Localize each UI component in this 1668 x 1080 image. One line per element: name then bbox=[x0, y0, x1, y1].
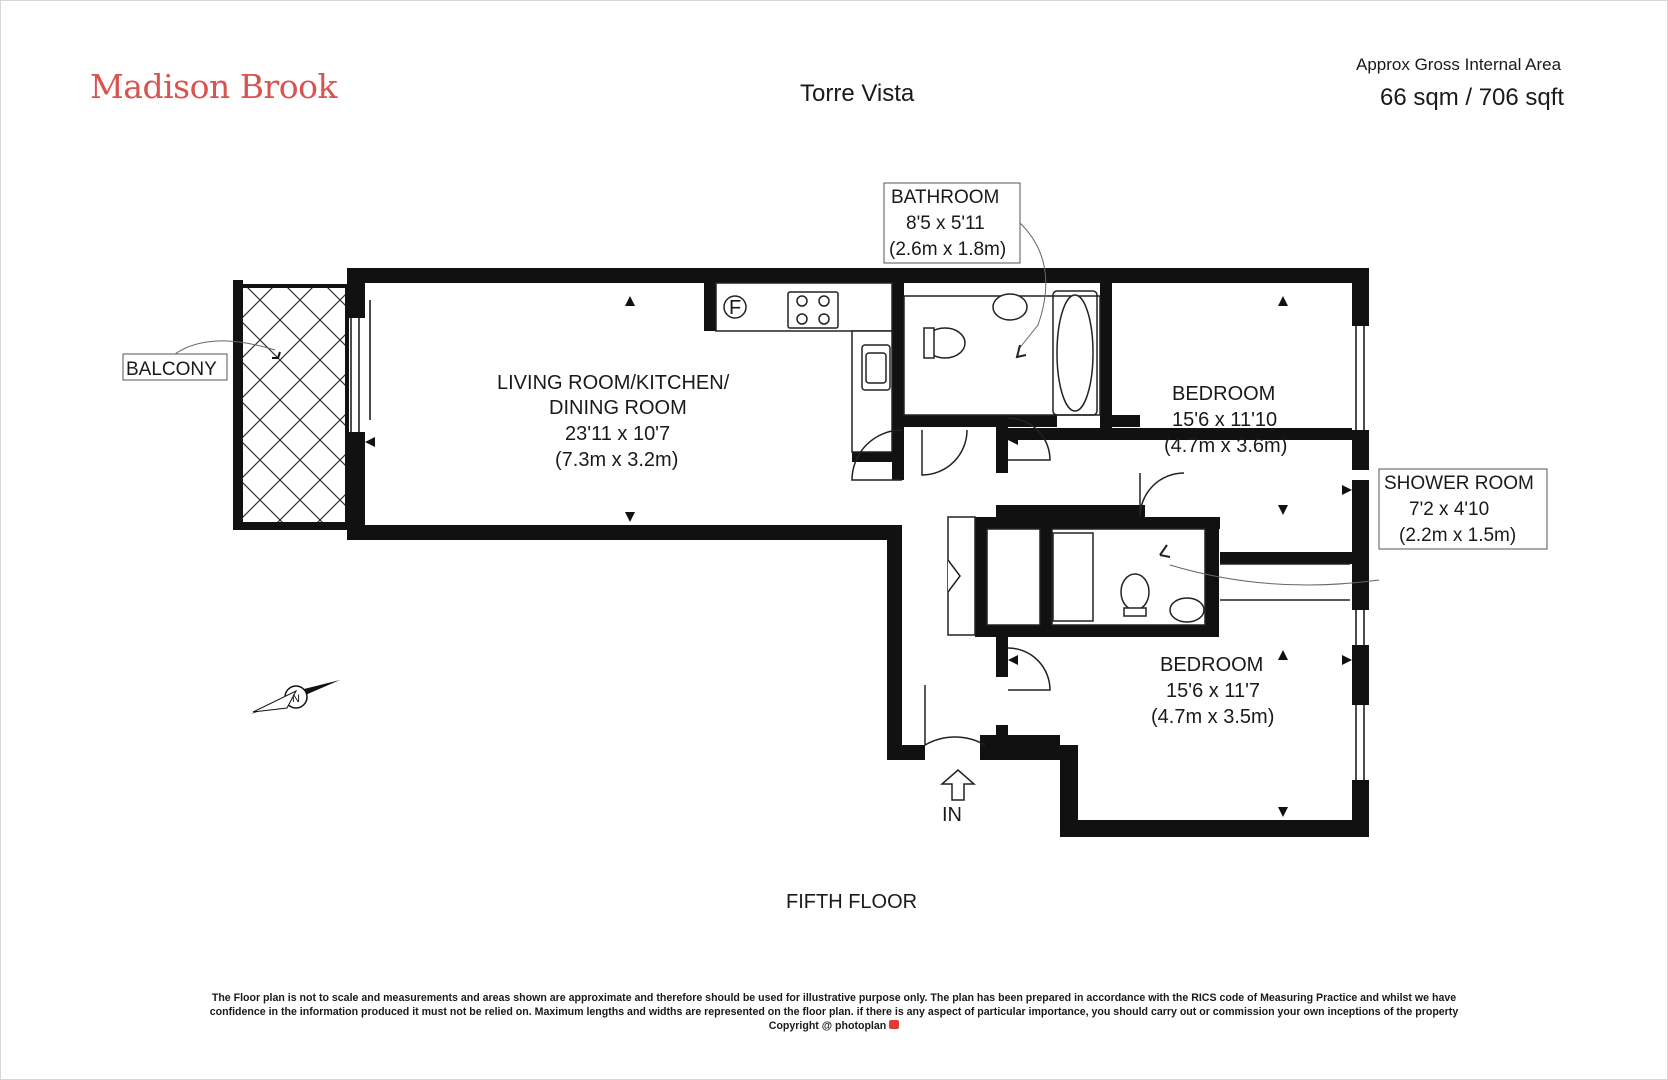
bedroom1-metric: (4.7m x 3.6m) bbox=[1164, 435, 1288, 457]
bedroom1-imperial: 15'6 x 11'10 bbox=[1172, 409, 1278, 431]
bedroom2-metric: (4.7m x 3.5m) bbox=[1151, 706, 1275, 728]
disclaimer-line-1: The Floor plan is not to scale and measurements and areas shown are approximate and therefore should be used for illustrative purpose only. The plan has been prepared in accordance with the RICS code of Measuring Practice and whilst we have bbox=[211, 992, 1457, 1004]
balcony bbox=[233, 280, 351, 530]
disclaimer bbox=[140, 991, 1528, 1033]
bathroom-name: BATHROOM bbox=[891, 187, 1000, 208]
bedroom2-imperial: 15'6 x 11'7 bbox=[1166, 680, 1261, 702]
shower-fixtures bbox=[987, 529, 1205, 625]
cupboard bbox=[948, 517, 975, 635]
shower-metric: (2.2m x 1.5m) bbox=[1399, 525, 1517, 546]
kitchen bbox=[716, 283, 892, 452]
bathroom-imperial: 8'5 x 5'11 bbox=[906, 213, 985, 234]
area-label: Approx Gross Internal Area bbox=[1356, 55, 1562, 74]
disclaimer-line-2: confidence in the information produced it must not be relied on. Maximum lengths and widths are represented on the floor plan. if there is any aspect of particular importance, you should carry out or commission your own inceptions of the property bbox=[209, 1006, 1459, 1018]
photoplan-logo-text: photoplan bbox=[835, 1020, 887, 1032]
compass-label: N bbox=[292, 693, 300, 705]
room-bedroom2 bbox=[1151, 654, 1274, 728]
bedroom1-name: BEDROOM bbox=[1172, 383, 1276, 405]
bedroom2-name: BEDROOM bbox=[1160, 654, 1264, 676]
property-title: Torre Vista bbox=[800, 80, 915, 107]
living-line2: DINING ROOM bbox=[549, 397, 687, 419]
room-bedroom1 bbox=[1164, 383, 1287, 457]
fridge-label: F bbox=[729, 297, 742, 319]
bathroom-fixtures bbox=[904, 291, 1100, 415]
balcony-name: BALCONY bbox=[126, 359, 217, 380]
photoplan-icon bbox=[889, 1020, 899, 1029]
living-imperial: 23'11 x 10'7 bbox=[565, 423, 671, 445]
entrance-label: IN bbox=[942, 804, 962, 826]
copyright-text: Copyright @ bbox=[768, 1020, 833, 1032]
room-living bbox=[497, 372, 730, 471]
shower-name: SHOWER ROOM bbox=[1384, 473, 1534, 494]
shower-imperial: 7'2 x 4'10 bbox=[1409, 499, 1490, 520]
floor-label: FIFTH FLOOR bbox=[786, 891, 918, 913]
living-metric: (7.3m x 3.2m) bbox=[555, 449, 679, 471]
entrance-arrow-icon bbox=[942, 770, 974, 800]
copyright bbox=[140, 1019, 1528, 1033]
brand-logo: Madison Brook bbox=[90, 67, 337, 106]
bathroom-metric: (2.6m x 1.8m) bbox=[889, 239, 1007, 260]
living-line1: LIVING ROOM/KITCHEN/ bbox=[497, 372, 730, 394]
area-value: 66 sqm / 706 sqft bbox=[1380, 84, 1565, 111]
